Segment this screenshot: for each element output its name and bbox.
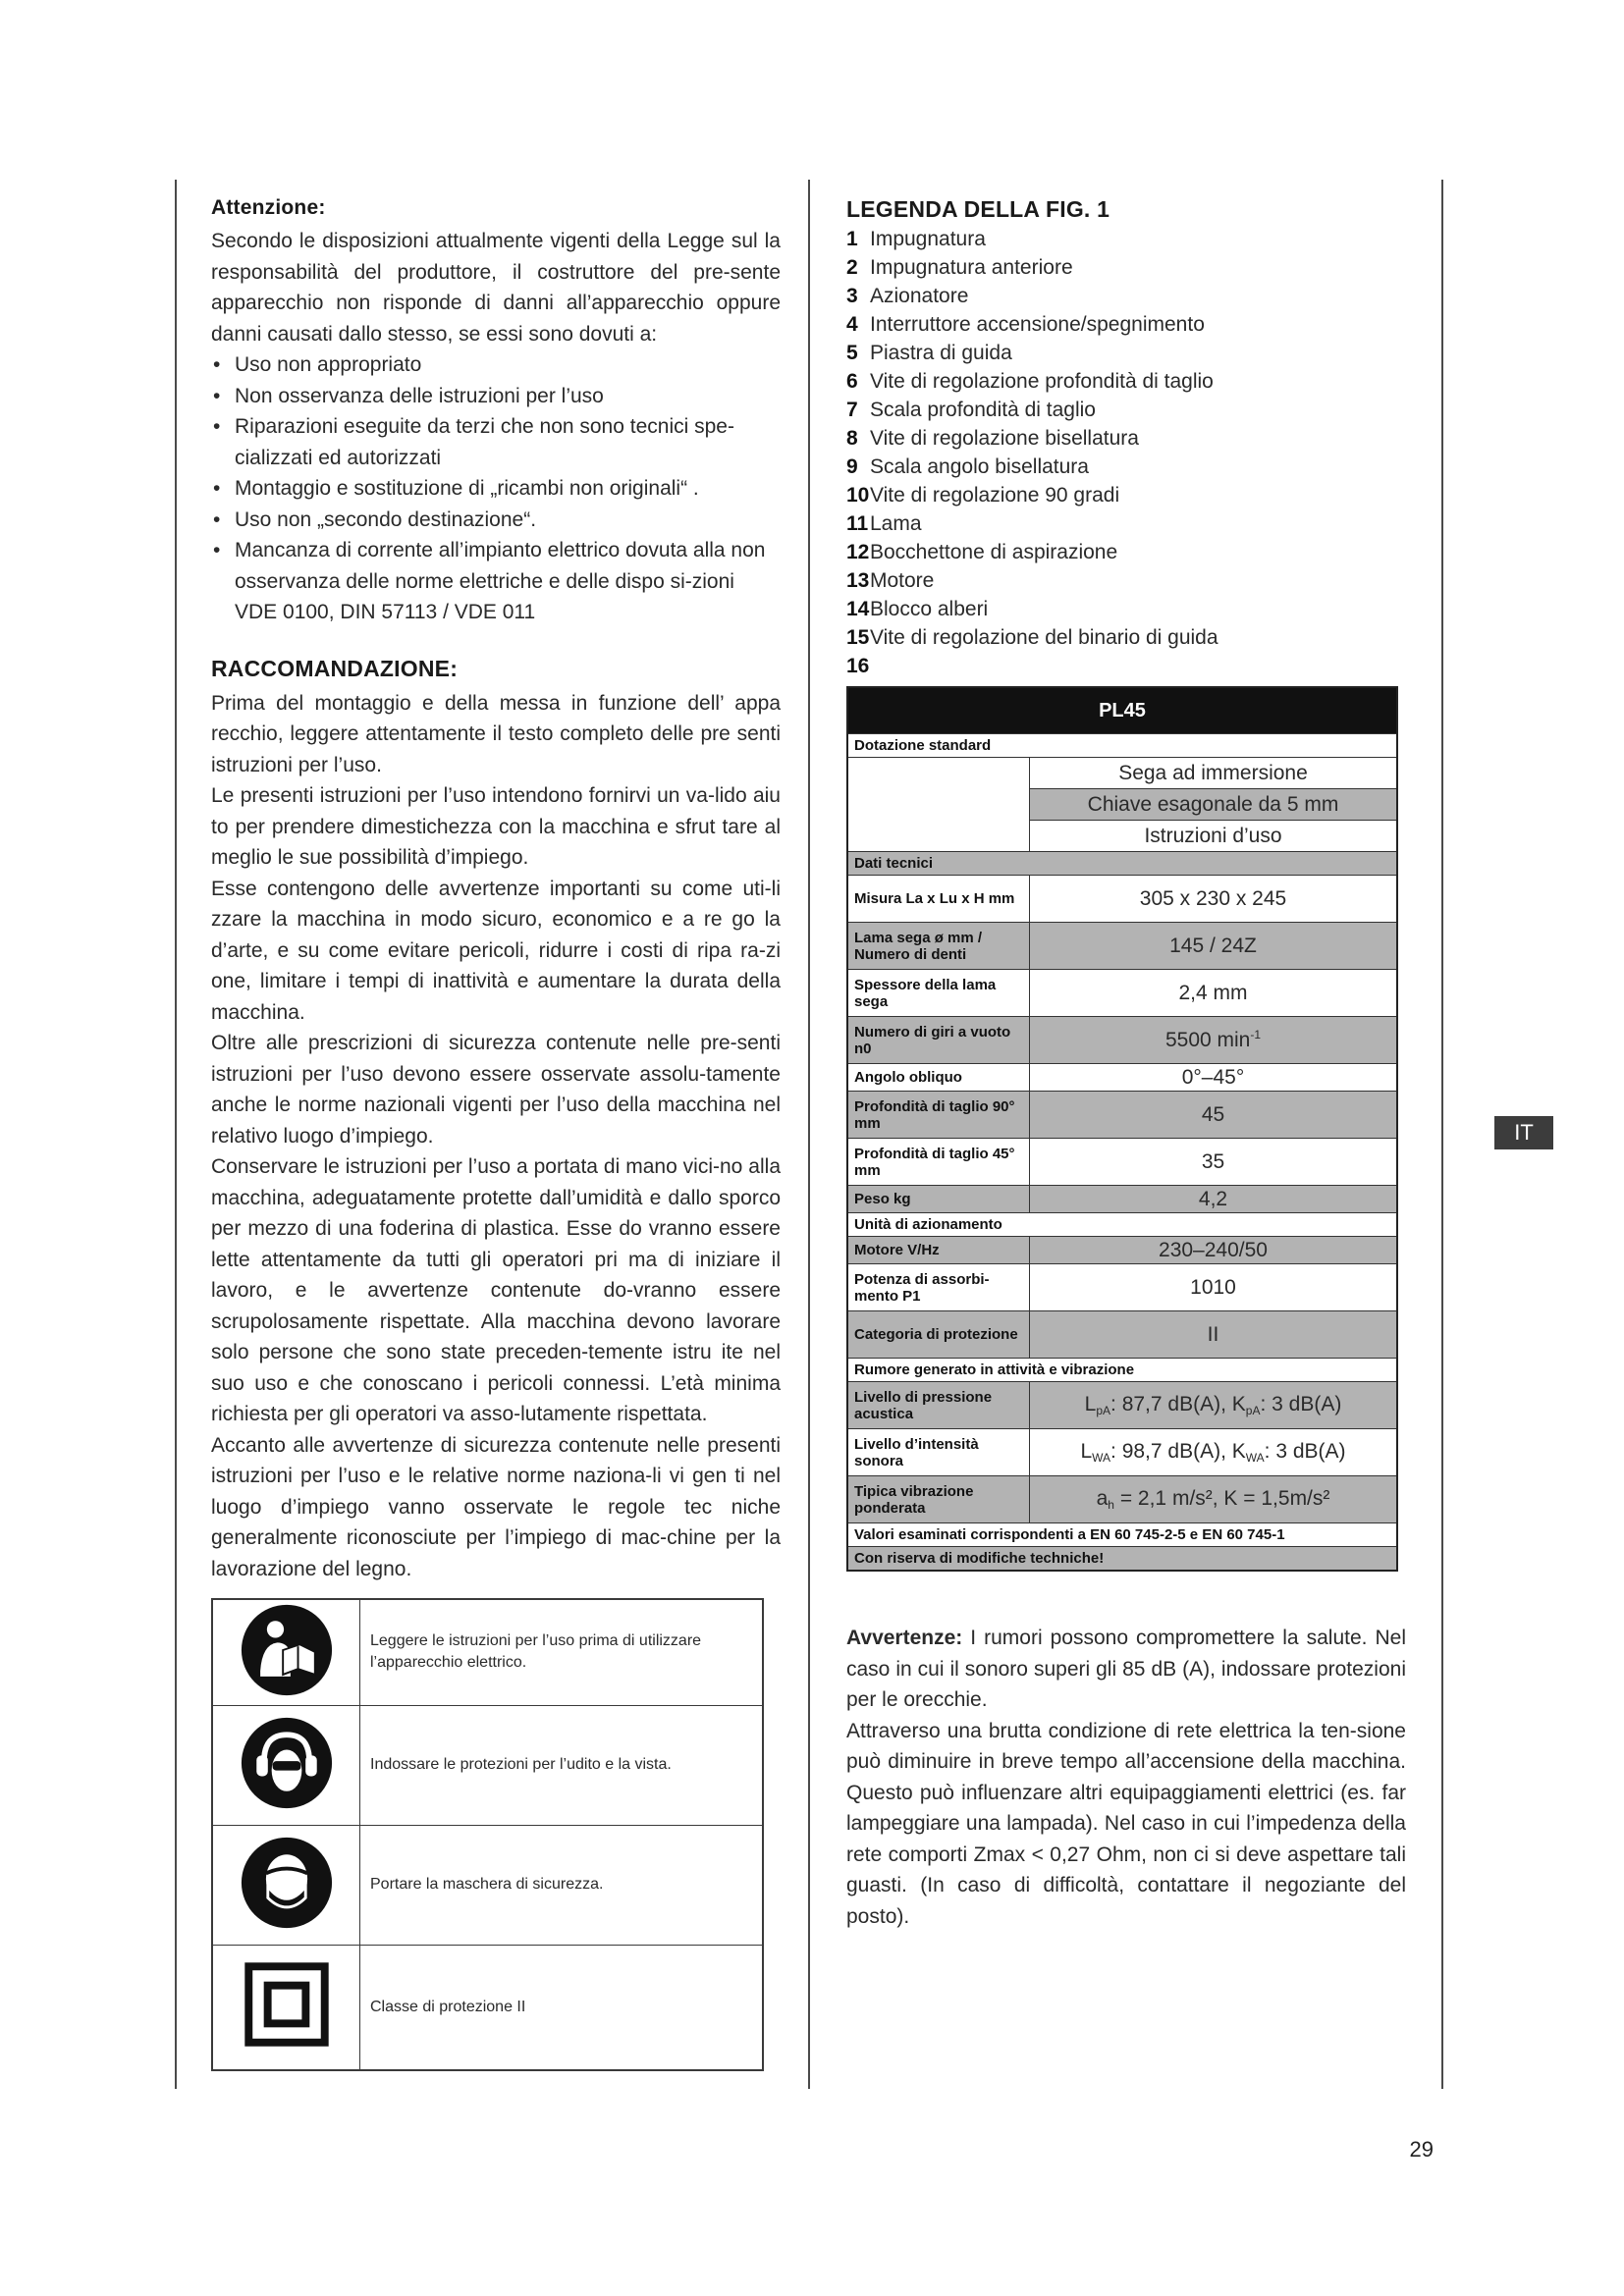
spec-value: 4,2 bbox=[1030, 1186, 1398, 1213]
legend-text: Vite di regolazione bisellatura bbox=[870, 427, 1139, 450]
legend-number: 4 bbox=[846, 313, 858, 336]
spec-label: Numero di giri a vuoto n0 bbox=[847, 1017, 1030, 1064]
legend-number: 1 bbox=[846, 228, 858, 250]
dust-mask-icon bbox=[240, 1836, 334, 1930]
legend-item bbox=[846, 623, 1406, 652]
legend-text: Vite di regolazione profondità di taglio bbox=[870, 370, 1214, 393]
legend-item bbox=[846, 253, 1406, 282]
avvertenze-paragraph bbox=[846, 1623, 1406, 1716]
legend-item bbox=[846, 566, 1406, 595]
legend-number: 9 bbox=[846, 455, 858, 478]
section-dati-tecnici: Dati tecnici bbox=[847, 852, 1397, 876]
legend-text: Impugnatura anteriore bbox=[870, 256, 1073, 279]
spec-label: Categoria di protezione bbox=[847, 1311, 1030, 1359]
symbol-cell bbox=[212, 1825, 360, 1945]
legend-item bbox=[846, 396, 1406, 424]
legend-number: 3 bbox=[846, 285, 858, 307]
legend-item bbox=[846, 481, 1406, 509]
legend-item bbox=[846, 282, 1406, 310]
legend-item bbox=[846, 595, 1406, 623]
spec-value bbox=[1030, 1017, 1398, 1064]
spec-value: 0°–45° bbox=[1030, 1064, 1398, 1092]
legend-item bbox=[846, 424, 1406, 453]
list-item: • Montaggio e sostituzione di „ricambi non originali“ . bbox=[211, 473, 781, 505]
spec-value: Istruzioni d’uso bbox=[1030, 821, 1398, 852]
list-item: • Mancanza di corrente all’impianto elettrico dovuta alla non osservanza delle norme elettriche e delle dispo si-zioni VDE 0100, DIN 57113 / VDE 011 bbox=[211, 535, 781, 628]
legend-item bbox=[846, 310, 1406, 339]
legend-item bbox=[846, 538, 1406, 566]
paragraph: Accanto alle avvertenze di sicurezza contenute nelle presenti istruzioni per l’uso e le relative norme naziona-li vi gen ti nel luogo d’impiego vanno osservate le regole tec niche generalmente riconosciute per l’impiego di mac-chine per la lavorazione del legno. bbox=[211, 1433, 781, 1580]
liability-list bbox=[211, 349, 781, 628]
ear-eye-protection-icon bbox=[240, 1716, 334, 1810]
legend-text: Scala profondità di taglio bbox=[870, 399, 1096, 421]
model-title: PL45 bbox=[847, 687, 1397, 734]
legend-text: Scala angolo bisellatura bbox=[870, 455, 1089, 478]
giri-exponent: -1 bbox=[1250, 1028, 1262, 1041]
spec-label: Profondità di taglio 90° mm bbox=[847, 1092, 1030, 1139]
protection-class-ii-icon bbox=[244, 1961, 330, 2048]
spec-value: 230–240/50 bbox=[1030, 1237, 1398, 1264]
symbol-text: Indossare le protezioni per l’udito e la vista. bbox=[360, 1705, 764, 1825]
symbol-text: Classe di protezione II bbox=[360, 1945, 764, 2070]
riserva-note: Con riserva di modifiche techniche! bbox=[847, 1547, 1397, 1572]
attraverso-paragraph: Attraverso una brutta condizione di rete elettrica la ten-sione può diminuire in breve tempo all’accensione della macchina. Questo può influenzare altri equipaggiamenti elettrici (es. far lampeggiare una lampada). Nel caso in cui l’impedenza della rete comporti Zmax < 0,27 Ohm, non ci si deve aspettare tali guasti. (In caso di difficoltà, contattare il negoziante del posto). bbox=[846, 1719, 1406, 1928]
spec-label: Lama sega ø mm / Numero di denti bbox=[847, 923, 1030, 970]
paragraph: Conservare le istruzioni per l’uso a portata di mano vici-no alla macchina, adeguatamente protette dall’umidità e dallo sporco per mezzo di una foderina di plastica. Esse do vranno essere lette attentamente da tutti gli operatori pri ma di iniziare il lavoro, e le avvertenze contenute do-vranno essere scrupolosamente rispettate. Alla macchina devono lavorare solo persone che sono state preceden-temente istru ite nel suo uso e che conoscano i pericoli connessi. L’età minima richiesta per gli operatori va asso-lutamente rispettata. bbox=[211, 1155, 781, 1425]
legend-item bbox=[846, 367, 1406, 396]
spec-label: Potenza di assorbi-mento P1 bbox=[847, 1264, 1030, 1311]
legend-text: Lama bbox=[870, 512, 922, 535]
legend-number: 5 bbox=[846, 342, 858, 364]
legend-heading: LEGENDA DELLA FIG. 1 bbox=[846, 196, 1110, 222]
avvertenze-heading: Avvertenze: bbox=[846, 1627, 963, 1649]
paragraph: Oltre alle prescrizioni di sicurezza contenute nelle pre-senti istruzioni per l’uso devono essere osservate assolu-tamente anche le norme nazionali vigenti per l’uso della macchina nel relativo luogo d’impiego. bbox=[211, 1032, 781, 1148]
read-manual-icon bbox=[240, 1603, 334, 1697]
legend-number: 15 bbox=[846, 626, 870, 649]
legend-item bbox=[846, 225, 1406, 253]
spec-value: 1010 bbox=[1030, 1264, 1398, 1311]
legend-text: Motore bbox=[870, 569, 935, 592]
legend-text: Azionatore bbox=[870, 285, 969, 307]
symbol-cell bbox=[212, 1599, 360, 1705]
symbol-cell bbox=[212, 1705, 360, 1825]
spec-label: Profondità di taglio 45° mm bbox=[847, 1139, 1030, 1186]
legend-number: 11 bbox=[846, 512, 869, 535]
raccomandazione-heading: RACCOMANDAZIONE: bbox=[211, 655, 459, 681]
spec-label: Angolo obliquo bbox=[847, 1064, 1030, 1092]
page-number: 29 bbox=[1409, 2137, 1434, 2162]
column-divider-rule bbox=[808, 180, 810, 2089]
spec-value: II bbox=[1030, 1311, 1398, 1359]
list-item: • Uso non „secondo destinazione“. bbox=[211, 505, 781, 536]
spec-value: $L_{WA}$: 98,7 dB(A), $K_{WA}$: 3 dB(A) bbox=[1030, 1429, 1398, 1476]
section-rumore: Rumore generato in attività e vibrazione bbox=[847, 1359, 1397, 1382]
spec-label: Tipica vibrazione ponderata bbox=[847, 1476, 1030, 1523]
section-dotazione: Dotazione standard bbox=[847, 734, 1397, 758]
legend-text: Vite di regolazione del binario di guida bbox=[870, 626, 1218, 649]
safety-symbols-table bbox=[211, 1598, 764, 2071]
symbol-text: Leggere le istruzioni per l’uso prima di utilizzare l’apparecchio elettrico. bbox=[360, 1599, 764, 1705]
spec-value: 35 bbox=[1030, 1139, 1398, 1186]
paragraph: Prima del montaggio e della messa in funzione dell’ appa recchio, leggere attentamente il testo completo delle pre senti istruzioni per l’uso. bbox=[211, 691, 781, 776]
spec-label: Peso kg bbox=[847, 1186, 1030, 1213]
paragraph: Esse contengono delle avvertenze importanti su come uti-li zzare la macchina in modo sicuro, economico e a re go la d’arte, e su come evitare pericoli, ridurre i costi di ripa ra-zi one, limitare i tempi di inattività e aumentare la durata della macchina. bbox=[211, 877, 781, 1024]
legend-item bbox=[846, 509, 1406, 538]
legend-text: Blocco alberi bbox=[870, 598, 989, 620]
attenzione-heading: Attenzione: bbox=[211, 196, 326, 219]
legend-number: 8 bbox=[846, 427, 858, 450]
spec-value: $L_{pA}$: 87,7 dB(A), $K_{pA}$: 3 dB(A) bbox=[1030, 1382, 1398, 1429]
spec-value: 45 bbox=[1030, 1092, 1398, 1139]
legend-number: 6 bbox=[846, 370, 858, 393]
legend-number: 13 bbox=[846, 569, 870, 592]
legend-text: Piastra di guida bbox=[870, 342, 1012, 364]
legend-text: Vite di regolazione 90 gradi bbox=[870, 484, 1120, 507]
legend-list bbox=[846, 225, 1406, 680]
legend-item bbox=[846, 339, 1406, 367]
symbol-text: Portare la maschera di sicurezza. bbox=[360, 1825, 764, 1945]
spec-value: 305 x 230 x 245 bbox=[1030, 876, 1398, 923]
right-column bbox=[846, 196, 1406, 1932]
list-item: • Riparazioni eseguite da terzi che non sono tecnici spe-cializzati ed autorizzati bbox=[211, 411, 781, 473]
spec-label: Livello d’intensità sonora bbox=[847, 1429, 1030, 1476]
paragraph: Le presenti istruzioni per l’uso intendono fornirvi un va-lido aiu to per prendere dimestichezza con la macchina e sfrut tare al meglio le sue possibilità d’impiego. bbox=[211, 784, 781, 869]
spec-value: $a_h = 2,1$ m/s², K = 1,5m/s² bbox=[1030, 1476, 1398, 1523]
attenzione-text: Secondo le disposizioni attualmente vigenti della Legge sul la responsabilità del produttore, il costruttore del pre-sente apparecchio non risponde di danni all’apparecchio oppure danni causati dallo stesso, se essi sono dovuti a: bbox=[211, 230, 781, 346]
language-tab: IT bbox=[1494, 1116, 1553, 1149]
empty-cell bbox=[847, 758, 1030, 852]
legend-number: 7 bbox=[846, 399, 858, 421]
spec-table bbox=[846, 686, 1398, 1572]
legend-item bbox=[846, 652, 1406, 680]
list-item: • Non osservanza delle istruzioni per l’uso bbox=[211, 381, 781, 412]
spec-value: 2,4 mm bbox=[1030, 970, 1398, 1017]
giri-value: 5500 min bbox=[1164, 1029, 1251, 1051]
left-margin-rule bbox=[175, 180, 177, 2089]
section-unita: Unità di azionamento bbox=[847, 1213, 1397, 1237]
spec-value: 145 / 24Z bbox=[1030, 923, 1398, 970]
spec-value: Chiave esagonale da 5 mm bbox=[1030, 789, 1398, 821]
spec-label: Spessore della lama sega bbox=[847, 970, 1030, 1017]
legend-number: 2 bbox=[846, 256, 858, 279]
legend-text: Interruttore accensione/spegnimento bbox=[870, 313, 1205, 336]
spec-value: Sega ad immersione bbox=[1030, 758, 1398, 789]
avvertenze-text: I rumori possono compromettere la salute. Nel caso in cui il sonoro superi gli 85 dB (A), indossare protezioni per le orecchie. bbox=[846, 1627, 1406, 1711]
valori-note: Valori esaminati corrispondenti a EN 60 745-2-5 e EN 60 745-1 bbox=[847, 1523, 1397, 1547]
legend-number: 10 bbox=[846, 484, 870, 507]
legend-item bbox=[846, 453, 1406, 481]
legend-number: 16 bbox=[846, 655, 870, 677]
symbol-cell bbox=[212, 1945, 360, 2070]
legend-number: 14 bbox=[846, 598, 870, 620]
right-margin-rule bbox=[1441, 180, 1443, 2089]
legend-number: 12 bbox=[846, 541, 870, 563]
legend-text: Bocchettone di aspirazione bbox=[870, 541, 1118, 563]
spec-label: Motore V/Hz bbox=[847, 1237, 1030, 1264]
spec-label: Misura La x Lu x H mm bbox=[847, 876, 1030, 923]
legend-text: Impugnatura bbox=[870, 228, 986, 250]
spec-label: Livello di pressione acustica bbox=[847, 1382, 1030, 1429]
left-column bbox=[211, 196, 781, 2071]
list-item: • Uso non appropriato bbox=[211, 349, 781, 381]
